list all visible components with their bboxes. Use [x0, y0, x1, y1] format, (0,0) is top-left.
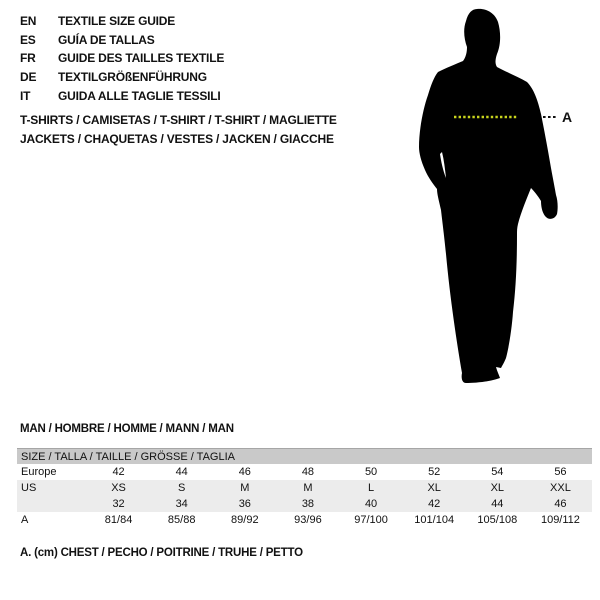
size-cell: L	[340, 480, 403, 496]
size-cell: 89/92	[231, 514, 259, 526]
size-cell: 81/84	[104, 514, 133, 526]
size-cell: S	[150, 480, 213, 496]
language-code: FR	[20, 51, 36, 66]
size-cell: XXL	[529, 480, 592, 496]
language-label: TEXTILGRÖßENFÜHRUNG	[58, 70, 207, 85]
size-cell: 97/100	[354, 514, 388, 526]
figure-area	[405, 4, 585, 398]
size-cell: 42	[112, 466, 125, 478]
category-list	[20, 111, 337, 148]
language-row-es	[20, 31, 224, 50]
section-title-man: MAN / HOMBRE / HOMME / MANN / MAN	[20, 423, 234, 435]
size-cell: XL	[403, 480, 466, 496]
man-silhouette	[419, 9, 558, 383]
category-tshirts: T-SHIRTS / CAMISETAS / T-SHIRT / T-SHIRT / MAGLIETTE	[20, 113, 337, 128]
row-label-us: US	[17, 480, 87, 496]
size-cell: XS	[87, 480, 150, 496]
size-cell: 50	[364, 466, 378, 478]
table-header: SIZE / TALLA / TAILLE / GRÖSSE / TAGLIA	[17, 448, 592, 464]
man-silhouette-figure	[405, 4, 585, 398]
language-row-en	[20, 12, 224, 31]
row-label-europe: Europe	[21, 466, 57, 478]
size-cell: 44	[466, 496, 529, 512]
size-cell: 46	[529, 496, 592, 512]
size-cell: 36	[213, 496, 276, 512]
row-label-us2	[17, 496, 87, 512]
size-cell: M	[213, 480, 276, 496]
language-code: DE	[20, 70, 37, 85]
size-cell: 42	[403, 496, 466, 512]
measure-label-a: A	[562, 109, 573, 125]
language-label: GUIDA ALLE TAGLIE TESSILI	[58, 88, 221, 103]
size-cell: XL	[466, 480, 529, 496]
size-cell: M	[276, 480, 339, 496]
language-list	[20, 12, 224, 105]
row-label-a: A	[21, 514, 29, 526]
size-cell: 32	[87, 496, 150, 512]
size-cell: 48	[301, 466, 315, 478]
language-code: IT	[20, 88, 31, 103]
language-row-it	[20, 86, 224, 105]
language-row-fr	[20, 49, 224, 68]
language-code: EN	[20, 14, 37, 29]
size-cell: 85/88	[167, 514, 196, 526]
size-cell: 46	[238, 466, 251, 478]
size-cell: 40	[340, 496, 403, 512]
size-table	[17, 448, 592, 528]
size-cell: 109/112	[540, 514, 580, 526]
language-label: GUÍA DE TALLAS	[58, 32, 155, 47]
size-cell: 52	[428, 466, 441, 478]
size-cell: 54	[491, 466, 504, 478]
size-cell: 105/108	[477, 514, 518, 526]
size-cell: 101/104	[414, 514, 455, 526]
language-label: GUIDE DES TAILLES TEXTILE	[58, 51, 225, 66]
footnote-chest: A. (cm) CHEST / PECHO / POITRINE / TRUHE / PETTO	[20, 547, 303, 559]
size-cell: 44	[175, 466, 188, 478]
language-row-de	[20, 68, 224, 87]
size-cell: 34	[150, 496, 213, 512]
size-cell: 93/96	[294, 514, 322, 526]
language-code: ES	[20, 32, 36, 47]
size-cell: 56	[554, 466, 567, 478]
language-label: TEXTILE SIZE GUIDE	[58, 14, 176, 29]
category-jackets: JACKETS / CHAQUETAS / VESTES / JACKEN / GIACCHE	[20, 131, 334, 146]
size-cell: 38	[276, 496, 339, 512]
